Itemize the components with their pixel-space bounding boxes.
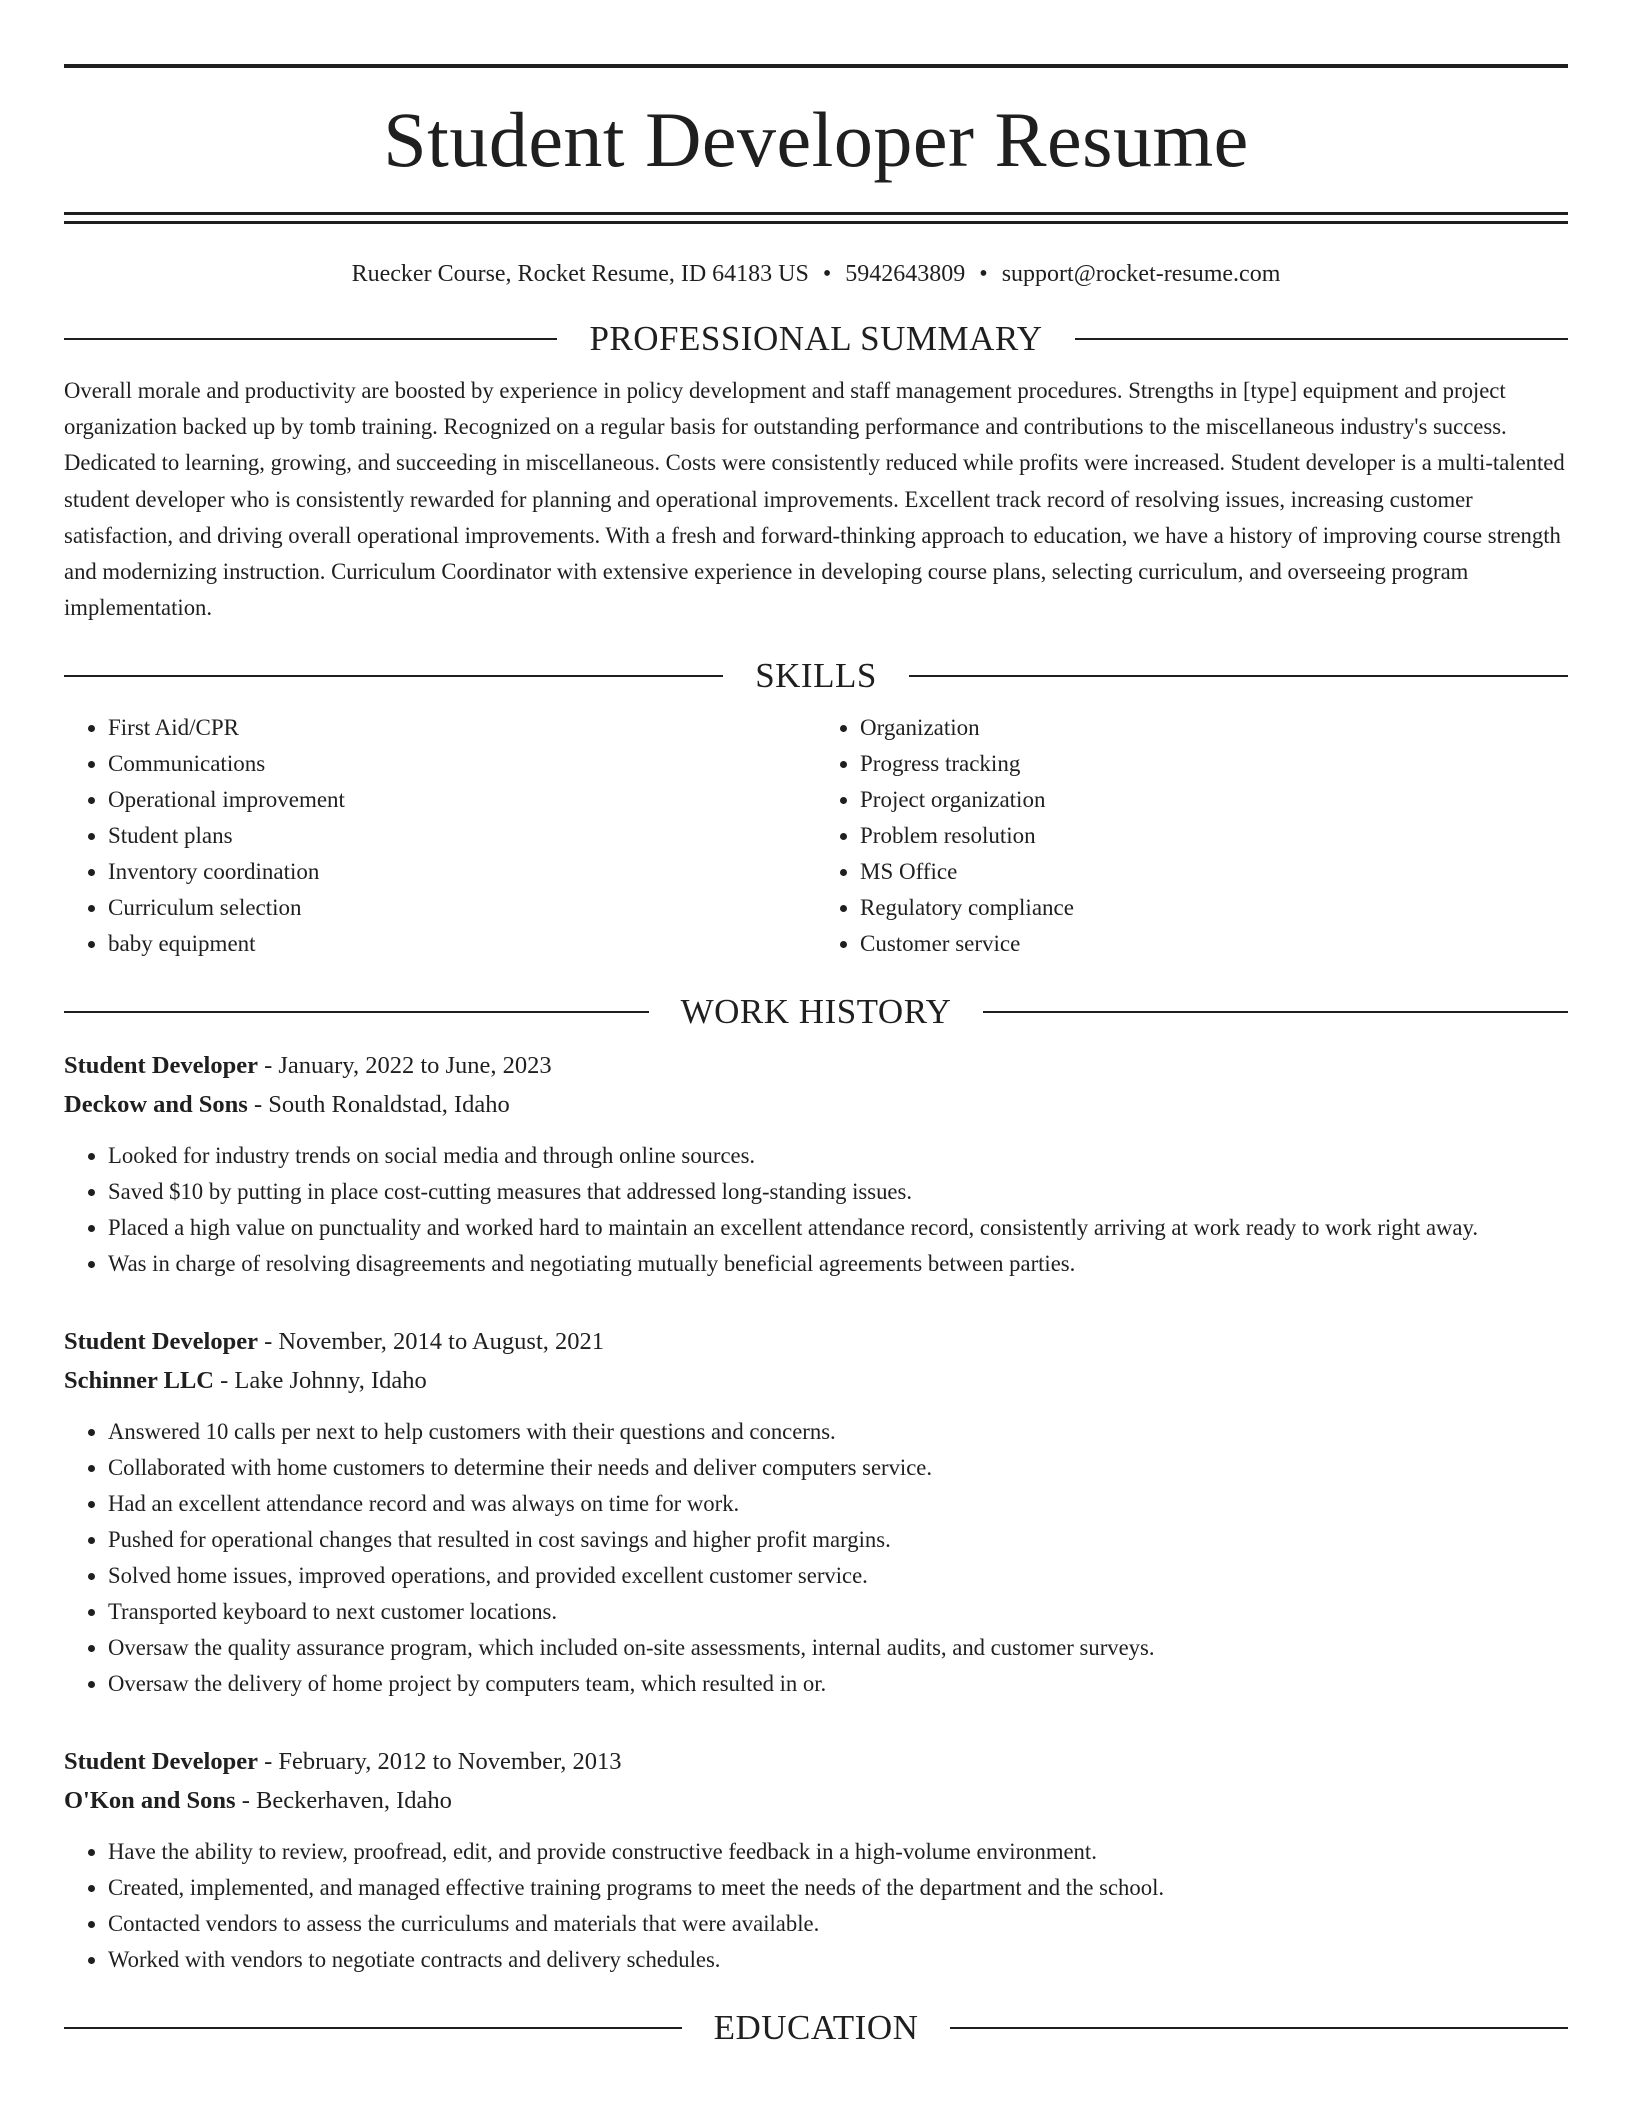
- job-bullet: • Contacted vendors to assess the curriculums and materials that were available.: [108, 1906, 1568, 1942]
- section-title-education: EDUCATION: [713, 2008, 919, 2048]
- job-company: O'Kon and Sons: [64, 1787, 236, 1815]
- job-title: Student Developer: [64, 1052, 258, 1080]
- heading-rule-right: [983, 1011, 1568, 1013]
- job-bullet: • Transported keyboard to next customer locations.: [108, 1594, 1568, 1630]
- skill-item: • Operational improvement: [108, 782, 816, 818]
- job-entry: [64, 1742, 1568, 1978]
- contact-separator: •: [822, 261, 832, 287]
- job-bullet: • Collaborated with home customers to determine their needs and deliver computers service.: [108, 1450, 1568, 1486]
- skill-item: • Inventory coordination: [108, 854, 816, 890]
- job-bullet: • Placed a high value on punctuality and worked hard to maintain an excellent attendance record, consistently arriving at work ready to work right away.: [108, 1210, 1568, 1246]
- job-location: - Beckerhaven, Idaho: [235, 1787, 452, 1815]
- skill-item: • Project organization: [860, 782, 1568, 818]
- top-rule: [64, 64, 1568, 68]
- section-title-skills: SKILLS: [755, 656, 877, 696]
- job-company-line: [64, 1361, 1568, 1400]
- job-company-line: [64, 1781, 1568, 1820]
- job-title-line: [64, 1046, 1568, 1085]
- skill-item: • Curriculum selection: [108, 890, 816, 926]
- section-heading-work-history: [64, 992, 1568, 1032]
- job-bullets: [64, 1138, 1568, 1282]
- skill-item: • baby equipment: [108, 926, 816, 962]
- page-title: Student Developer Resume: [383, 96, 1249, 183]
- job-dates: - February, 2012 to November, 2013: [257, 1748, 622, 1776]
- section-heading-skills: [64, 656, 1568, 696]
- section-title-summary: PROFESSIONAL SUMMARY: [589, 319, 1043, 358]
- contact-line: [64, 259, 1568, 289]
- skills-column-left: [64, 710, 816, 962]
- section-heading-education: [64, 2008, 1568, 2048]
- job-bullet: • Solved home issues, improved operations, and provided excellent customer service.: [108, 1558, 1568, 1594]
- job-bullets: [64, 1414, 1568, 1702]
- title-double-rule: [64, 212, 1568, 224]
- job-entry: [64, 1322, 1568, 1702]
- skill-item: • First Aid/CPR: [108, 710, 816, 746]
- job-title-line: [64, 1742, 1568, 1781]
- job-location: - South Ronaldstad, Idaho: [247, 1091, 510, 1119]
- heading-rule-right: [1075, 338, 1568, 340]
- skill-item: • Communications: [108, 746, 816, 782]
- job-location: - Lake Johnny, Idaho: [214, 1367, 427, 1395]
- job-company: Schinner LLC: [64, 1367, 214, 1395]
- job-entry: [64, 1046, 1568, 1282]
- heading-rule-right: [909, 675, 1568, 677]
- section-title-work-history: WORK HISTORY: [680, 992, 952, 1032]
- skill-item: • Regulatory compliance: [860, 890, 1568, 926]
- job-bullet: • Have the ability to review, proofread, edit, and provide constructive feedback in a high-volume environment.: [108, 1834, 1568, 1870]
- job-bullet: • Oversaw the quality assurance program, which included on-site assessments, internal audits, and customer surveys.: [108, 1630, 1568, 1666]
- heading-rule-left: [64, 675, 723, 677]
- job-title: Student Developer: [64, 1748, 258, 1776]
- summary-text: Overall morale and productivity are boosted by experience in policy development and staff management procedures. Strengths in [type] equipment and project organization backed up by tomb training. Recognized on a regular basis for outstanding performance and contributions to the miscellaneous industry's success. Dedicated to learning, growing, and succeeding in miscellaneous. Costs were consistently reduced while profits were increased. Student developer is a multi-talented student developer who is consistently rewarded for planning and operational improvements. Excellent track record of resolving issues, increasing customer satisfaction, and driving overall operational improvements. With a fresh and forward-thinking approach to education, we have a history of improving course strength and modernizing instruction. Curriculum Coordinator with extensive experience in developing course plans, selecting curriculum, and overseeing program implementation.: [64, 378, 1565, 621]
- skill-item: • MS Office: [860, 854, 1568, 890]
- job-bullet: • Looked for industry trends on social media and through online sources.: [108, 1138, 1568, 1174]
- job-dates: - January, 2022 to June, 2023: [257, 1052, 552, 1080]
- job-bullet: • Answered 10 calls per next to help customers with their questions and concerns.: [108, 1414, 1568, 1450]
- job-dates: - November, 2014 to August, 2021: [257, 1328, 605, 1356]
- job-bullet: • Created, implemented, and managed effective training programs to meet the needs of the department and the school.: [108, 1870, 1568, 1906]
- heading-rule-left: [64, 1011, 649, 1013]
- job-bullet: • Pushed for operational changes that resulted in cost savings and higher profit margins.: [108, 1522, 1568, 1558]
- heading-rule-left: [64, 338, 557, 340]
- skill-item: • Problem resolution: [860, 818, 1568, 854]
- job-title: Student Developer: [64, 1328, 258, 1356]
- contact-email: support@rocket-resume.com: [1001, 261, 1281, 287]
- job-bullet: • Oversaw the delivery of home project by computers team, which resulted in or.: [108, 1666, 1568, 1702]
- job-bullet: • Worked with vendors to negotiate contracts and delivery schedules.: [108, 1942, 1568, 1978]
- contact-separator: •: [979, 261, 988, 287]
- resume-page: [64, 64, 1568, 2062]
- job-bullets: [64, 1834, 1568, 1978]
- job-company: Deckow and Sons: [64, 1091, 248, 1119]
- job-company-line: [64, 1085, 1568, 1124]
- skill-item: • Student plans: [108, 818, 816, 854]
- job-bullet: • Had an excellent attendance record and was always on time for work.: [108, 1486, 1568, 1522]
- job-bullet: • Was in charge of resolving disagreements and negotiating mutually beneficial agreements between parties.: [108, 1246, 1568, 1282]
- job-bullet: • Saved $10 by putting in place cost-cutting measures that addressed long-standing issues.: [108, 1174, 1568, 1210]
- skill-item: • Progress tracking: [860, 746, 1568, 782]
- heading-rule-right: [950, 2027, 1568, 2029]
- section-heading-summary: [64, 319, 1568, 359]
- contact-address: Ruecker Course, Rocket Resume, ID 64183 US: [351, 261, 809, 287]
- heading-rule-left: [64, 2027, 682, 2029]
- skills-column-right: [816, 710, 1568, 962]
- contact-phone: 5942643809: [845, 261, 966, 287]
- skill-item: • Customer service: [860, 926, 1568, 962]
- skill-item: • Organization: [860, 710, 1568, 746]
- skills-list: [64, 710, 1568, 962]
- job-title-line: [64, 1322, 1568, 1361]
